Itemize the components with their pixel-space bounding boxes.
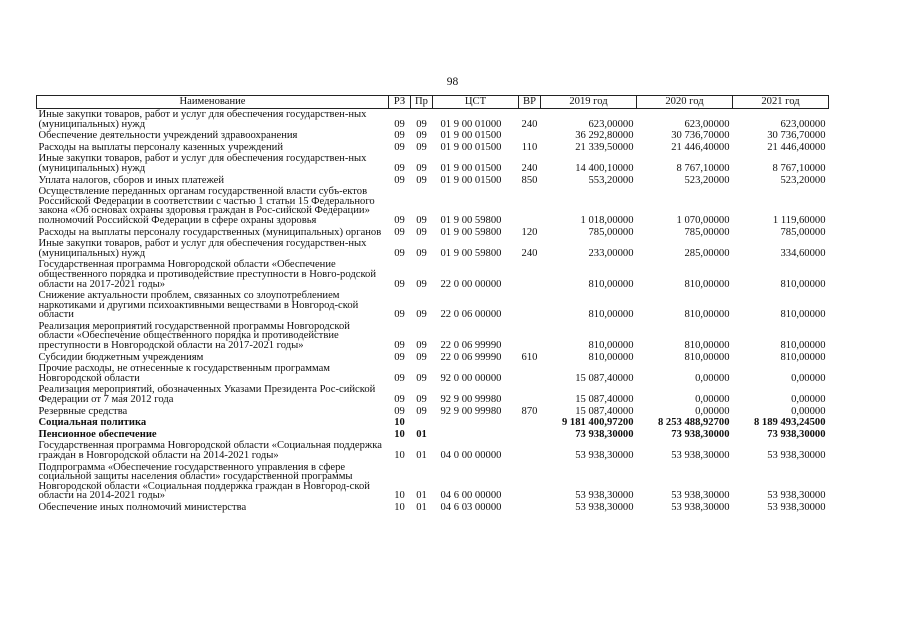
row-pr: 09 <box>416 405 427 417</box>
row-vr: 850 <box>521 174 538 186</box>
row-cst: 22 0 06 99990 <box>440 340 502 352</box>
row-pr: 01 <box>416 428 427 440</box>
row-name: Осуществление переданных органам государственной власти субъ-ектов Российской Федерации в соответствии с частью 1 статьи 15 Федерального закона «Об основах охраны здоровья граждан в Рос-сийской Федерации» полномочий Российской Федерации в сфере охраны здоровья <box>38 186 375 226</box>
row-pr: 01 <box>416 490 427 502</box>
row-pr: 09 <box>416 214 427 226</box>
header-rz: РЗ <box>389 96 411 109</box>
row-2019: 15 087,40000 <box>575 394 634 406</box>
row-pr <box>411 417 433 429</box>
row-2020: 810,00000 <box>684 278 730 290</box>
table-row <box>37 406 829 418</box>
row-rz: 10 <box>394 417 405 429</box>
row-pr: 09 <box>416 247 427 259</box>
row-name: Пенсионное обеспечение <box>38 428 157 440</box>
row-2019: 9 181 400,97200 <box>561 417 634 429</box>
header-2021: 2021 год <box>733 96 829 109</box>
row-pr: 09 <box>416 394 427 406</box>
header-2019: 2019 год <box>541 96 637 109</box>
row-2021: 30 736,70000 <box>767 130 826 142</box>
row-name: Иные закупки товаров, работ и услуг для обеспечения государствен-ных (муниципальных) нужд <box>38 153 367 174</box>
row-2021: 8 189 493,24500 <box>753 417 826 429</box>
table-row <box>37 429 829 441</box>
row-vr: 110 <box>521 141 538 153</box>
row-cst: 22 0 06 00000 <box>440 309 502 321</box>
table-row <box>37 175 829 187</box>
row-vr: 240 <box>521 118 538 130</box>
row-rz: 10 <box>394 490 405 502</box>
row-2021: 73 938,30000 <box>767 428 826 440</box>
table-row <box>37 259 829 290</box>
row-rz: 09 <box>394 247 405 259</box>
row-2021: 785,00000 <box>780 226 826 238</box>
row-rz: 09 <box>394 118 405 130</box>
table-row <box>37 227 829 239</box>
table-row <box>37 417 829 429</box>
row-cst: 22 0 06 99990 <box>440 351 502 363</box>
row-name: Государственная программа Новгородской области «Обеспечение общественного порядка и противодействие преступности в Новго-родской области на 2017-2021 годы» <box>38 259 377 290</box>
row-pr: 09 <box>416 278 427 290</box>
row-name: Снижение актуальности проблем, связанных со злоупотреблением наркотиками и другими психоактивными веществами в Новгород-ской области <box>38 290 359 321</box>
row-2019: 810,00000 <box>588 340 634 352</box>
row-2021: 1 119,60000 <box>772 214 826 226</box>
row-2020: 810,00000 <box>684 351 730 363</box>
row-2021: 0,00000 <box>791 394 826 406</box>
row-2019: 15 087,40000 <box>575 405 634 417</box>
row-name: Расходы на выплаты персоналу государственных (муниципальных) органов <box>38 226 382 238</box>
row-pr: 01 <box>416 501 427 513</box>
row-rz: 09 <box>394 405 405 417</box>
row-2019: 36 292,80000 <box>575 130 634 142</box>
table-row <box>37 238 829 259</box>
row-name: Уплата налогов, сборов и иных платежей <box>38 174 225 186</box>
row-2021: 810,00000 <box>780 278 826 290</box>
row-name: Резервные средства <box>38 405 128 417</box>
row-cst: 01 9 00 01500 <box>440 162 502 174</box>
header-2020: 2020 год <box>637 96 733 109</box>
row-2019: 623,00000 <box>588 118 634 130</box>
table-row <box>37 462 829 502</box>
row-vr: 120 <box>521 226 538 238</box>
row-rz: 09 <box>394 162 405 174</box>
budget-table <box>36 95 829 514</box>
table-header-row <box>37 96 829 109</box>
row-cst <box>433 429 519 441</box>
row-2021: 0,00000 <box>791 372 826 384</box>
table-row <box>37 321 829 352</box>
row-name: Реализация мероприятий государственной программы Новгородской области «Обеспечение общественного порядка и противодействие преступности в Новгородской области на 2017-2021 годы» <box>38 320 350 352</box>
row-2019: 810,00000 <box>588 309 634 321</box>
row-vr <box>519 259 541 290</box>
table-row <box>37 142 829 154</box>
row-2019: 233,00000 <box>588 247 634 259</box>
header-name: Наименование <box>37 96 389 109</box>
row-pr: 01 <box>416 450 427 461</box>
row-pr: 09 <box>416 309 427 321</box>
row-2020: 810,00000 <box>684 309 730 321</box>
row-cst: 01 9 00 01500 <box>440 130 502 142</box>
row-2020: 53 938,30000 <box>671 501 730 513</box>
row-2019: 553,20000 <box>588 174 634 186</box>
row-2019: 21 339,50000 <box>575 141 634 153</box>
row-vr <box>519 290 541 321</box>
row-pr: 09 <box>416 118 427 130</box>
row-2020: 523,20000 <box>684 174 730 186</box>
row-rz: 10 <box>394 501 405 513</box>
row-2021: 623,00000 <box>780 118 826 130</box>
row-2020: 30 736,70000 <box>671 130 730 142</box>
row-2021: 810,00000 <box>780 340 826 352</box>
row-2020: 623,00000 <box>684 118 730 130</box>
header-pr: Пр <box>411 96 433 109</box>
row-pr: 09 <box>416 226 427 238</box>
row-vr <box>519 417 541 429</box>
page-number: 98 <box>446 76 459 88</box>
row-cst <box>433 417 519 429</box>
row-2019: 1 018,00000 <box>580 214 634 226</box>
row-pr: 09 <box>416 340 427 352</box>
row-cst: 01 9 00 59800 <box>440 247 502 259</box>
row-rz: 09 <box>394 226 405 238</box>
row-cst: 04 6 00 00000 <box>440 490 502 502</box>
row-vr <box>519 130 541 142</box>
table-row <box>37 440 829 461</box>
row-name: Субсидии бюджетным учреждениям <box>38 351 204 363</box>
row-rz: 09 <box>394 278 405 290</box>
row-2019: 14 400,10000 <box>575 162 634 174</box>
row-2020: 810,00000 <box>684 340 730 352</box>
row-2019: 810,00000 <box>588 351 634 363</box>
row-2020: 53 938,30000 <box>671 450 730 461</box>
row-2020: 0,00000 <box>695 372 730 384</box>
row-name: Прочие расходы, не отнесенные к государственным программам Новгородской области <box>38 363 330 384</box>
row-vr: 240 <box>521 162 538 174</box>
row-pr: 09 <box>416 130 427 142</box>
row-pr: 09 <box>416 162 427 174</box>
row-2020: 0,00000 <box>695 405 730 417</box>
row-2019: 73 938,30000 <box>575 428 634 440</box>
table-row <box>37 186 829 226</box>
row-2020: 8 253 488,92700 <box>657 417 730 429</box>
header-vr: ВР <box>519 96 541 109</box>
row-2021: 53 938,30000 <box>767 490 826 502</box>
table-row <box>37 109 829 131</box>
row-name: Обеспечение деятельности учреждений здравоохранения <box>38 130 298 142</box>
row-vr <box>519 384 541 405</box>
row-rz: 10 <box>394 450 405 461</box>
row-rz: 09 <box>394 214 405 226</box>
row-pr: 09 <box>416 372 427 384</box>
row-2020: 785,00000 <box>684 226 730 238</box>
row-rz: 09 <box>394 309 405 321</box>
table-row <box>37 290 829 321</box>
row-2019: 53 938,30000 <box>575 450 634 461</box>
row-2020: 73 938,30000 <box>671 428 730 440</box>
row-name: Реализация мероприятий, обозначенных Указами Президента Рос-сийской Федерации от 7 мая 2012 года <box>38 384 376 406</box>
row-2020: 53 938,30000 <box>671 490 730 502</box>
row-name: Иные закупки товаров, работ и услуг для обеспечения государствен-ных (муниципальных) нужд <box>38 109 367 130</box>
row-2021: 21 446,40000 <box>767 141 826 153</box>
row-rz: 10 <box>394 428 405 440</box>
row-rz: 09 <box>394 351 405 363</box>
row-cst: 92 9 00 99980 <box>440 405 502 417</box>
row-name: Расходы на выплаты персоналу казенных учреждений <box>38 141 283 153</box>
row-cst: 01 9 00 59800 <box>440 214 502 226</box>
row-cst: 92 9 00 99980 <box>440 394 502 406</box>
row-rz: 09 <box>394 174 405 186</box>
row-pr: 09 <box>416 174 427 186</box>
row-2020: 0,00000 <box>695 394 730 406</box>
row-2021: 523,20000 <box>780 174 826 186</box>
row-rz: 09 <box>394 340 405 352</box>
row-rz: 09 <box>394 372 405 384</box>
row-cst: 01 9 00 01500 <box>440 174 502 186</box>
row-pr: 09 <box>416 351 427 363</box>
row-cst: 22 0 00 00000 <box>440 278 502 290</box>
row-vr: 240 <box>521 247 538 259</box>
row-cst: 04 0 00 00000 <box>440 450 502 461</box>
table-row <box>37 502 829 514</box>
header-cst: ЦСТ <box>433 96 519 109</box>
table-row <box>37 363 829 384</box>
row-vr <box>519 502 541 514</box>
row-2020: 1 070,00000 <box>676 214 730 226</box>
row-2021: 8 767,10000 <box>772 162 826 174</box>
row-2019: 785,00000 <box>588 226 634 238</box>
row-2021: 0,00000 <box>791 405 826 417</box>
row-vr: 610 <box>521 351 538 363</box>
row-2020: 21 446,40000 <box>671 141 730 153</box>
row-2021: 810,00000 <box>780 351 826 363</box>
table-row <box>37 153 829 174</box>
table-row <box>37 130 829 142</box>
row-vr <box>519 186 541 226</box>
row-rz: 09 <box>394 141 405 153</box>
row-2019: 810,00000 <box>588 278 634 290</box>
row-2021: 334,60000 <box>780 247 826 259</box>
row-vr <box>519 462 541 502</box>
row-pr: 09 <box>416 141 427 153</box>
row-cst: 92 0 00 00000 <box>440 372 502 384</box>
row-2021: 53 938,30000 <box>767 501 826 513</box>
row-2019: 53 938,30000 <box>575 501 634 513</box>
row-cst: 01 9 00 59800 <box>440 226 502 238</box>
row-cst: 01 9 00 01500 <box>440 141 502 153</box>
row-name: Обеспечение иных полномочий министерства <box>38 501 247 513</box>
row-2021: 810,00000 <box>780 309 826 321</box>
row-vr <box>519 440 541 461</box>
row-vr <box>519 429 541 441</box>
row-cst: 04 6 03 00000 <box>440 501 502 513</box>
row-name: Государственная программа Новгородской области «Социальная поддержка граждан в Новгородской области на 2014-2021 годы» <box>38 440 382 461</box>
row-2020: 8 767,10000 <box>676 162 730 174</box>
row-2019: 15 087,40000 <box>575 372 634 384</box>
row-vr <box>519 321 541 352</box>
row-name: Социальная политика <box>38 417 147 429</box>
row-cst: 01 9 00 01000 <box>440 118 502 130</box>
row-vr <box>519 363 541 384</box>
row-rz: 09 <box>394 130 405 142</box>
row-name: Иные закупки товаров, работ и услуг для обеспечения государствен-ных (муниципальных) нужд <box>38 238 367 259</box>
row-vr: 870 <box>521 405 538 417</box>
row-2021: 53 938,30000 <box>767 450 826 461</box>
table-row <box>37 384 829 405</box>
row-name: Подпрограмма «Обеспечение государственного управления в сфере социальной защиты населения области» государственной программы Новгородской области «Социальная поддержка граждан в Новгород-ской области на 2014-2021 годы» <box>38 461 370 502</box>
row-2019: 53 938,30000 <box>575 490 634 502</box>
table-row <box>37 352 829 364</box>
row-rz: 09 <box>394 394 405 406</box>
row-2020: 285,00000 <box>684 247 730 259</box>
